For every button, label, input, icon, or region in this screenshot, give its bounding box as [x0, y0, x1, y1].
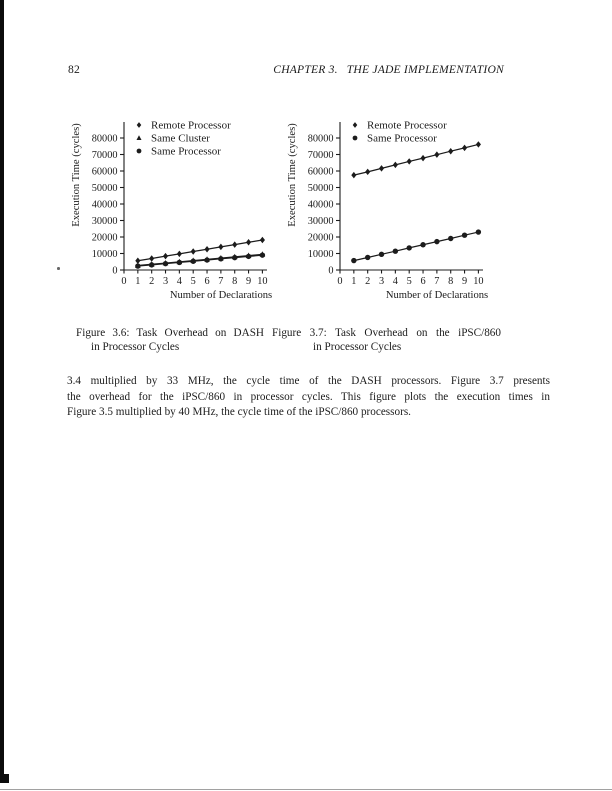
svg-text:Same Cluster: Same Cluster — [151, 132, 210, 145]
circle-marker — [163, 261, 168, 266]
svg-text:0: 0 — [337, 276, 343, 287]
circle-marker — [218, 256, 223, 261]
diamond-marker — [420, 155, 425, 161]
svg-text:1: 1 — [351, 276, 357, 287]
diamond-marker — [448, 148, 453, 154]
svg-text:30000: 30000 — [91, 216, 118, 228]
scan-edge-left-bar — [0, 0, 4, 783]
y-axis-label: Execution Time (cycles) — [287, 123, 298, 227]
svg-text:10: 10 — [473, 276, 484, 287]
svg-text:60000: 60000 — [307, 166, 334, 178]
diamond-marker — [393, 162, 398, 168]
series-same-cluster — [135, 251, 265, 268]
diamond-marker — [149, 255, 154, 261]
svg-text:3: 3 — [162, 276, 169, 287]
y-axis-label: Execution Time (cycles) — [71, 123, 82, 227]
svg-text:5: 5 — [190, 276, 196, 287]
svg-text:Same Processor: Same Processor — [367, 132, 437, 145]
svg-text:7: 7 — [218, 276, 224, 287]
scan-edge-blob — [0, 774, 9, 783]
triangle-marker — [136, 135, 141, 140]
svg-text:Same Processor: Same Processor — [151, 145, 221, 158]
tick-labels — [308, 134, 484, 287]
running-header — [68, 63, 504, 76]
circle-marker — [353, 136, 358, 141]
svg-text:9: 9 — [245, 276, 252, 287]
svg-text:60000: 60000 — [91, 166, 118, 178]
figure-3-7-chart — [271, 108, 506, 310]
chapter-title: THE JADE IMPLEMENTATION — [346, 63, 504, 76]
svg-text:6: 6 — [420, 276, 426, 287]
circle-marker — [232, 255, 237, 260]
circle-marker — [462, 232, 467, 237]
figure-3-7-caption — [272, 326, 501, 354]
svg-text:1: 1 — [135, 276, 141, 287]
svg-text:0: 0 — [121, 276, 127, 287]
diamond-marker — [191, 248, 196, 254]
svg-text:2: 2 — [365, 276, 371, 287]
paragraph-line: 3.4 multiplied by 33 MHz, the cycle time of the DASH processors. Figure 3.7 presents — [67, 375, 550, 387]
caption-line: Figure 3.6: Task Overhead on DASH — [76, 327, 264, 339]
svg-text:10000: 10000 — [307, 249, 334, 261]
circle-marker — [393, 248, 398, 253]
circle-marker — [365, 255, 370, 260]
svg-text:80000: 80000 — [91, 133, 118, 145]
diamond-marker — [137, 122, 142, 128]
diamond-marker — [462, 145, 467, 151]
diamond-marker — [365, 169, 370, 175]
svg-text:8: 8 — [448, 276, 454, 287]
circle-marker — [191, 259, 196, 264]
diamond-marker — [434, 151, 439, 157]
circle-marker — [137, 149, 142, 154]
svg-text:80000: 80000 — [307, 133, 334, 145]
figure-3-6-caption — [76, 326, 264, 354]
series-same-processor — [351, 229, 481, 263]
axes — [336, 119, 483, 274]
chapter-heading — [273, 63, 504, 76]
svg-text:70000: 70000 — [307, 150, 334, 162]
diamond-marker — [379, 165, 384, 171]
paragraph-line: the overhead for the iPSC/860 in processor cycles. This figure plots the execution times in — [67, 390, 550, 403]
circle-marker — [204, 257, 209, 262]
diamond-marker — [351, 172, 356, 178]
svg-text:Remote Processor: Remote Processor — [151, 119, 231, 132]
svg-text:2: 2 — [149, 276, 155, 287]
svg-text:4: 4 — [392, 276, 398, 287]
caption-line: in Processor Cycles — [91, 341, 180, 353]
diamond-marker — [204, 246, 209, 252]
circle-marker — [448, 236, 453, 241]
svg-text:20000: 20000 — [307, 232, 334, 244]
figure-3-6-chart — [55, 108, 290, 310]
svg-text:9: 9 — [461, 276, 468, 287]
circle-marker — [476, 229, 481, 234]
caption-line: in Processor Cycles — [313, 341, 402, 353]
svg-text:0: 0 — [112, 265, 118, 277]
svg-text:40000: 40000 — [91, 199, 118, 211]
svg-text:20000: 20000 — [91, 232, 118, 244]
diamond-marker — [163, 253, 168, 259]
line-chart-svg — [55, 108, 290, 310]
circle-marker — [149, 262, 154, 267]
circle-marker — [407, 245, 412, 250]
svg-text:50000: 50000 — [91, 183, 118, 195]
circle-marker — [351, 258, 356, 263]
paragraph-line: Figure 3.5 multiplied by 40 MHz, the cycle time of the iPSC/860 processors. — [67, 406, 411, 419]
svg-text:30000: 30000 — [307, 216, 334, 228]
x-axis-label: Number of Declarations — [169, 290, 273, 301]
legend — [136, 120, 231, 158]
diamond-marker — [232, 241, 237, 247]
circle-marker — [246, 254, 251, 259]
diamond-marker — [218, 244, 223, 250]
scan-edge-bottom-line — [0, 789, 612, 790]
svg-text:10000: 10000 — [91, 249, 118, 261]
diamond-marker — [353, 122, 358, 128]
circle-marker — [420, 242, 425, 247]
svg-text:6: 6 — [204, 276, 210, 287]
x-axis-label: Number of Declarations — [385, 290, 489, 301]
svg-text:40000: 40000 — [307, 199, 334, 211]
svg-text:50000: 50000 — [307, 183, 334, 195]
caption-line: Figure 3.7: Task Overhead on the iPSC/860 — [272, 327, 501, 339]
svg-text:5: 5 — [406, 276, 412, 287]
page-number: 82 — [68, 63, 80, 76]
svg-text:0: 0 — [328, 265, 334, 277]
svg-text:70000: 70000 — [91, 150, 118, 162]
circle-marker — [379, 252, 384, 257]
legend — [353, 120, 447, 145]
svg-text:3: 3 — [378, 276, 385, 287]
svg-text:8: 8 — [232, 276, 238, 287]
circle-marker — [260, 252, 265, 257]
svg-text:4: 4 — [176, 276, 182, 287]
series-same-processor — [135, 252, 265, 268]
diamond-marker — [246, 239, 251, 245]
circle-marker — [135, 263, 140, 268]
chapter-label: CHAPTER 3. — [273, 63, 338, 76]
circle-marker — [177, 260, 182, 265]
svg-text:7: 7 — [434, 276, 440, 287]
svg-text:Remote Processor: Remote Processor — [367, 119, 447, 132]
line-chart-svg — [271, 108, 506, 310]
diamond-marker — [260, 237, 265, 243]
circle-marker — [434, 239, 439, 244]
body-paragraph — [67, 374, 550, 421]
series-remote-processor — [351, 141, 481, 178]
svg-text:10: 10 — [257, 276, 268, 287]
diamond-marker — [407, 158, 412, 164]
diamond-marker — [177, 251, 182, 257]
diamond-marker — [476, 141, 481, 147]
